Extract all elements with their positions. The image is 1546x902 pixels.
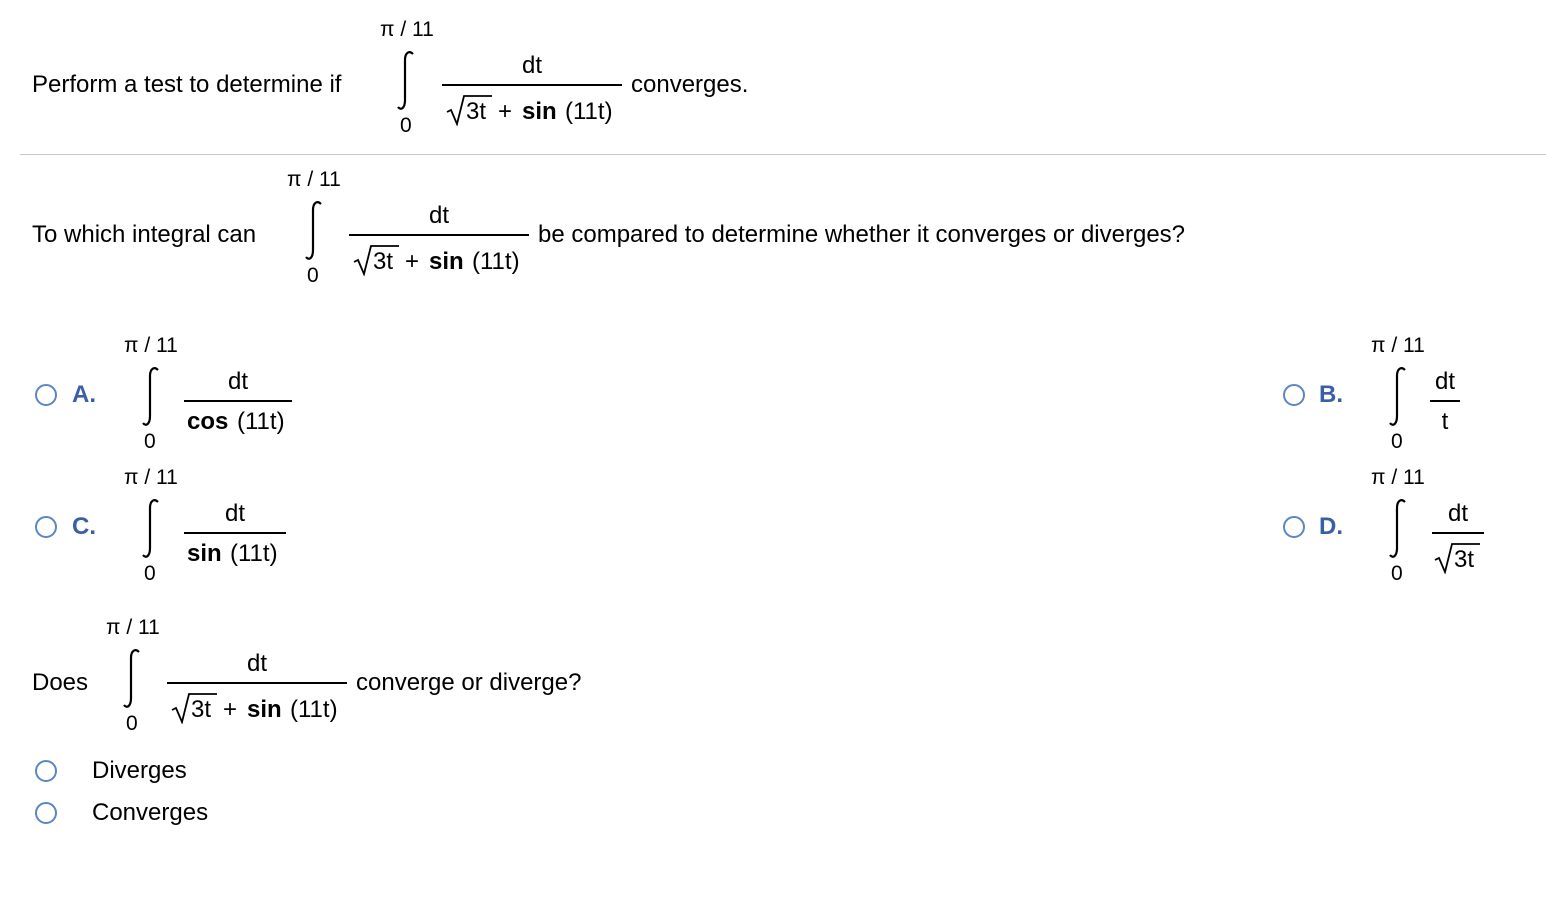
upper-limit: π / 11 (380, 18, 434, 41)
converges-label[interactable]: Converges (92, 799, 209, 826)
denominator-argument: (11t) (565, 98, 613, 125)
option-d-upper-limit: π / 11 (1371, 466, 1425, 489)
denominator-argument: (11t) (290, 696, 338, 723)
plus-sign: + (223, 696, 238, 723)
option-a-numerator: dt (227, 368, 248, 395)
option-d-radicand: 3t (1454, 546, 1475, 573)
intro-suffix: converges. (631, 71, 749, 98)
option-d-numerator: dt (1447, 500, 1468, 527)
option-c-numerator: dt (224, 500, 245, 527)
option-d-lower-limit: 0 (1391, 562, 1403, 585)
option-b-letter[interactable]: B. (1319, 381, 1343, 408)
diverges-radio[interactable] (35, 760, 57, 782)
does-suffix: converge or diverge? (356, 669, 582, 696)
upper-limit: π / 11 (106, 616, 160, 639)
option-a-radio[interactable] (35, 384, 57, 406)
integral-sign-icon (1388, 366, 1410, 428)
lower-limit: 0 (126, 712, 138, 735)
divider (20, 154, 1546, 155)
radicand: 3t (466, 98, 487, 125)
option-b-lower-limit: 0 (1391, 430, 1403, 453)
diverges-label[interactable]: Diverges (92, 757, 187, 784)
option-a-lower-limit: 0 (144, 430, 156, 453)
option-c-den-function: sin (187, 540, 222, 567)
integral-sign-icon (396, 50, 418, 112)
option-c-fraction-bar (184, 532, 286, 534)
denominator-function: sin (247, 696, 282, 723)
option-a-fraction-bar (184, 400, 292, 402)
option-a-den-argument: (11t) (237, 408, 285, 435)
option-c-lower-limit: 0 (144, 562, 156, 585)
option-b-fraction-bar (1430, 400, 1460, 402)
intro-text: Perform a test to determine if (32, 71, 342, 98)
numerator: dt (428, 202, 449, 229)
option-b-upper-limit: π / 11 (1371, 334, 1425, 357)
does-prefix: Does (32, 669, 89, 696)
option-d-letter[interactable]: D. (1319, 513, 1343, 540)
option-c-radio[interactable] (35, 516, 57, 538)
integral-sign-icon (1388, 498, 1410, 560)
lower-limit: 0 (400, 114, 412, 137)
option-b-radio[interactable] (1283, 384, 1305, 406)
option-d-fraction-bar (1432, 532, 1484, 534)
integral-sign-icon (122, 648, 144, 710)
fraction-bar (167, 682, 347, 684)
option-c-upper-limit: π / 11 (124, 466, 178, 489)
option-d-radio[interactable] (1283, 516, 1305, 538)
numerator: dt (246, 650, 267, 677)
denominator-argument: (11t) (472, 248, 520, 275)
denominator-function: sin (522, 98, 557, 125)
radicand: 3t (373, 248, 394, 275)
option-c-letter[interactable]: C. (72, 513, 96, 540)
integral-sign-icon (304, 200, 326, 262)
option-a-den-function: cos (187, 408, 229, 435)
numerator: dt (521, 52, 542, 79)
option-c-den-argument: (11t) (230, 540, 278, 567)
integral-sign-icon (141, 366, 163, 428)
lower-limit: 0 (307, 264, 319, 287)
denominator-function: sin (429, 248, 464, 275)
compare-suffix: be compared to determine whether it converges or diverges? (538, 221, 1186, 248)
compare-prefix: To which integral can (32, 221, 257, 248)
plus-sign: + (405, 248, 420, 275)
fraction-bar (349, 234, 529, 236)
plus-sign: + (498, 98, 513, 125)
converges-radio[interactable] (35, 802, 57, 824)
upper-limit: π / 11 (287, 168, 341, 191)
option-b-numerator: dt (1434, 368, 1455, 395)
option-b-denominator: t (1441, 408, 1449, 435)
radicand: 3t (191, 696, 212, 723)
option-a-upper-limit: π / 11 (124, 334, 178, 357)
fraction-bar (442, 84, 622, 86)
option-a-letter[interactable]: A. (72, 381, 96, 408)
integral-sign-icon (141, 498, 163, 560)
